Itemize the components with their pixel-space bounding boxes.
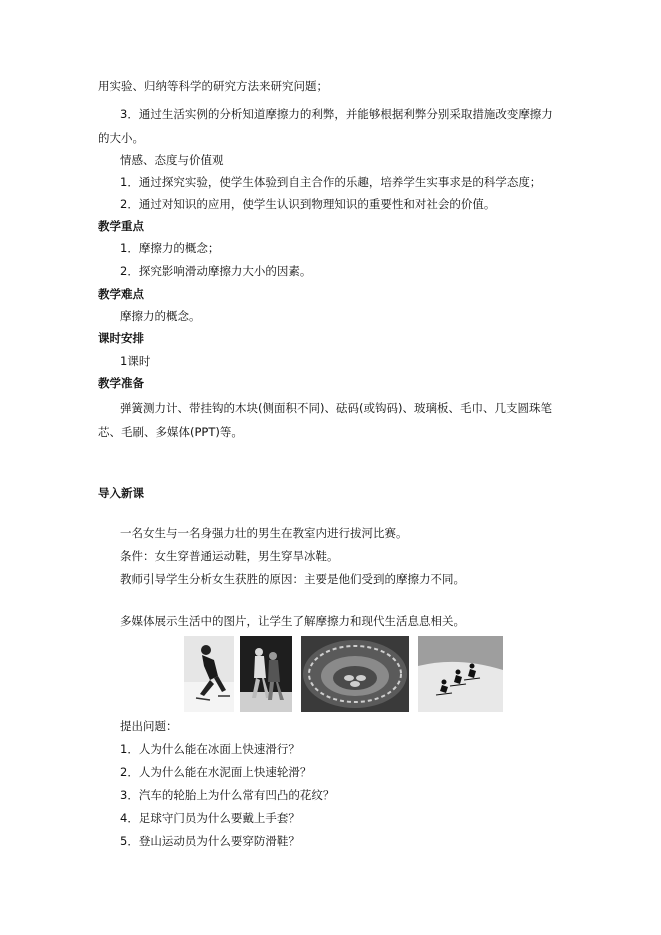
- intro-paragraph-4: 多媒体展示生活中的图片，让学生了解摩擦力和现代生活息息相关。: [120, 614, 465, 628]
- key-point-1: 1．摩擦力的概念；: [120, 241, 220, 255]
- skiers-photo: [418, 636, 503, 712]
- preparation-heading: 教学准备: [98, 376, 144, 390]
- attitude-item-1: 1．通过探究实验，使学生体验到自主合作的乐趣，培养学生实事求是的科学态度；: [120, 175, 542, 189]
- question-5: 5．登山运动员为什么要穿防滑鞋？: [120, 834, 300, 848]
- question-4: 4．足球守门员为什么要戴上手套？: [120, 811, 300, 825]
- car-tire-photo: [301, 636, 409, 712]
- question-2: 2．人为什么能在水泥面上快速轮滑？: [120, 765, 312, 779]
- intro-paragraph-1: 一名女生与一名身强力壮的男生在教室内进行拔河比赛。: [120, 526, 408, 540]
- key-point-2: 2．探究影响滑动摩擦力大小的因素。: [120, 264, 312, 278]
- questions-heading: 提出问题：: [120, 719, 178, 733]
- attitude-heading: 情感、态度与价值观: [120, 153, 224, 167]
- question-3: 3．汽车的轮胎上为什么常有凹凸的花纹？: [120, 788, 335, 802]
- speed-skater-photo: [184, 636, 234, 712]
- intro-paragraph-3: 教师引导学生分析女生获胜的原因：主要是他们受到的摩擦力不同。: [120, 572, 465, 586]
- intro-paragraph-2: 条件：女生穿普通运动鞋，男生穿旱冰鞋。: [120, 549, 339, 563]
- attitude-item-2: 2．通过对知识的应用，使学生认识到物理知识的重要性和对社会的价值。: [120, 197, 496, 211]
- objective-line-2b: 的大小。: [98, 131, 144, 145]
- difficulty-1: 摩擦力的概念。: [120, 309, 201, 323]
- objective-line-1: 用实验、归纳等科学的研究方法来研究问题；: [98, 79, 328, 93]
- difficulties-heading: 教学难点: [98, 287, 144, 301]
- preparation-line-2: 芯、毛刷、多媒体(PPT)等。: [98, 425, 243, 439]
- intro-heading: 导入新课: [98, 486, 144, 500]
- schedule-heading: 课时安排: [98, 331, 144, 345]
- question-1: 1．人为什么能在冰面上快速滑行？: [120, 742, 300, 756]
- key-points-heading: 教学重点: [98, 219, 144, 233]
- objective-line-2a: 3．通过生活实例的分析知道摩擦力的利弊，并能够根据利弊分别采取措施改变摩擦力: [120, 107, 553, 121]
- schedule-value: 1课时: [120, 354, 151, 368]
- preparation-line-1: 弹簧测力计、带挂钩的木块(侧面积不同)、砝码(或钩码)、玻璃板、毛巾、几支圆珠笔: [120, 401, 552, 415]
- figure-skaters-photo: [240, 636, 292, 712]
